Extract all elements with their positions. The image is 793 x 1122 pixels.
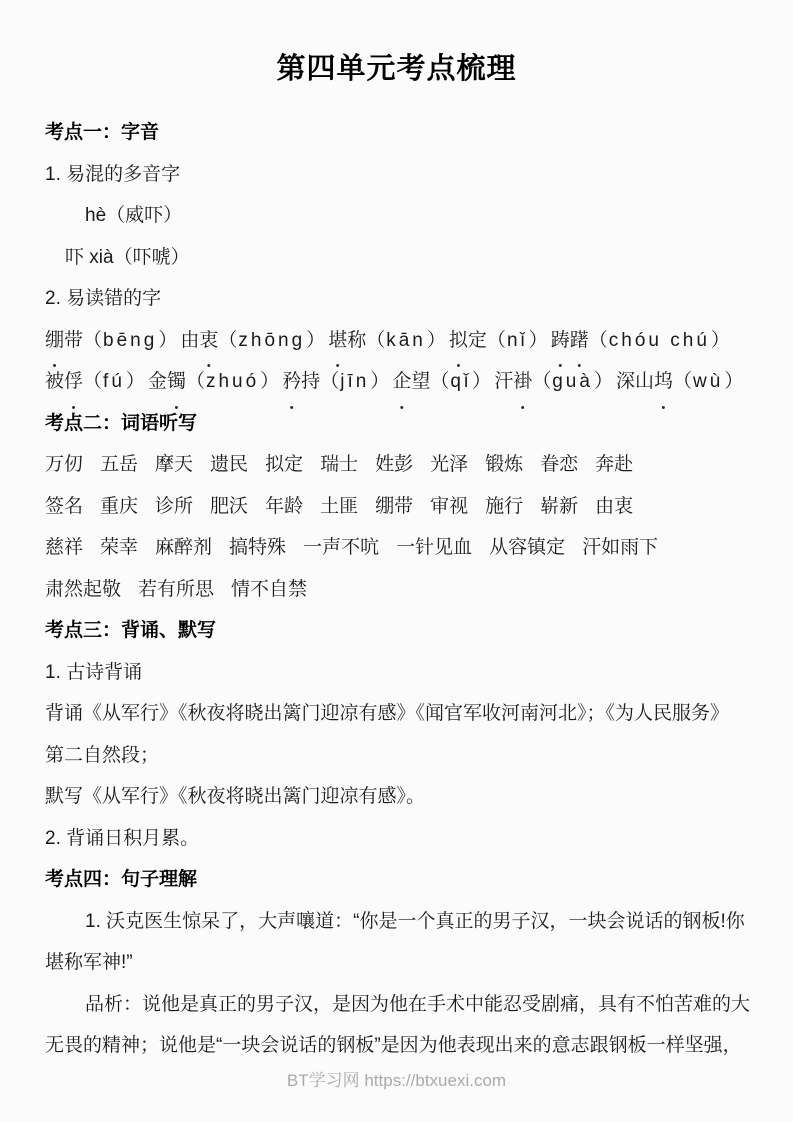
word-item: 万仞 [45, 454, 84, 475]
hanzi-char: 被 [45, 371, 65, 392]
word-item: 荣幸 [100, 537, 139, 558]
pinyin-word: 踌躇（chóu chú） [551, 330, 730, 351]
word-item: 汗如雨下 [582, 537, 659, 558]
hanzi-char: 褂 [513, 371, 533, 392]
word-item: 姓彭 [375, 454, 414, 475]
word-item: 土匪 [320, 495, 359, 517]
pinyin-text: jīn [340, 371, 370, 392]
word-item: 签名 [45, 495, 84, 517]
word-item: 肥沃 [210, 495, 249, 517]
pinyin-text: kān [386, 329, 426, 351]
pinyin-word: 堪称（kān） [328, 330, 446, 351]
pinyin-word: 由衷（zhōng） [180, 330, 325, 351]
pinyin-word: 被俘（fú） [45, 371, 145, 392]
hanzi-char: 山 [634, 371, 654, 392]
section1-heading: 考点一：字音 [45, 122, 160, 143]
word-item: 施行 [485, 495, 524, 517]
word-item: 由衷 [595, 495, 634, 517]
hanzi-char: 踌 [550, 329, 570, 351]
pinyin-word: 企望（qǐ） [392, 371, 491, 392]
word-item: 一针见血 [396, 537, 473, 558]
hanzi-char: 堪 [328, 329, 348, 351]
pinyin-word: 金镯（zhuó） [148, 371, 279, 392]
hanzi-char: 企 [392, 371, 412, 392]
pinyin-line-2 [45, 361, 748, 403]
hanzi-char: 衷 [199, 329, 219, 351]
word-item: 绷带 [375, 495, 414, 517]
section3-item-poems: 1. 古诗背诵 [45, 661, 143, 683]
pinyin-text: zhuó [205, 371, 260, 392]
word-item: 审视 [430, 495, 469, 517]
hanzi-char: 持 [301, 371, 321, 392]
recite-para-line2: 第二自然段； [45, 744, 160, 766]
pinyin-text: wù [693, 371, 724, 392]
page-title: 第四单元考点梳理 [276, 53, 517, 85]
word-row-4 [45, 569, 748, 611]
hanzi-char: 称 [347, 329, 367, 351]
section1-item-misread: 2. 易读错的字 [45, 288, 162, 309]
word-item: 摩天 [155, 454, 194, 475]
watermark-footer: BT学习网 https://btxuexi.com [286, 1070, 507, 1090]
pinyin-word: 拟定（nǐ） [449, 330, 548, 351]
hanzi-char: 定 [467, 329, 487, 351]
hanzi-char: 镯 [166, 371, 186, 392]
word-item: 肃然起敬 [45, 578, 122, 600]
pinyin-text: nǐ [506, 329, 528, 351]
pinyin-text: guà [552, 371, 593, 392]
word-item: 奔赴 [595, 454, 634, 475]
word-item: 一声不吭 [303, 537, 380, 558]
hanzi-char: 望 [411, 371, 431, 392]
pinyin-text: chóu chú [608, 329, 710, 351]
section1-item-multisound: 1. 易混的多音字 [45, 163, 181, 185]
hanzi-char: 坞 [653, 371, 673, 392]
word-item: 从容镇定 [489, 537, 566, 558]
word-item: 崭新 [540, 495, 579, 517]
pinyin-line-1 [45, 320, 748, 362]
word-row-1 [45, 444, 748, 486]
pinyin-text: bēng [103, 329, 158, 351]
pinyin-word: 矜持（jīn） [282, 371, 389, 392]
pinyin-word: 深山坞（wù） [616, 371, 743, 392]
word-item: 年龄 [265, 495, 304, 517]
sentence1-line2: 堪称军神!” [45, 952, 133, 973]
hanzi-char: 躇 [569, 329, 589, 351]
word-item: 五岳 [100, 454, 139, 475]
hanzi-char: 绷 [45, 329, 65, 351]
sentence1-line1: 1. 沃克医生惊呆了，大声嚷道：“你是一个真正的男子汉，一块会说话的钢板!你 [85, 910, 745, 932]
pinyin-text: zhōng [238, 329, 306, 351]
analysis-line2: 无畏的精神；说他是“一块会说话的钢板”是因为他表现出来的意志跟钢板一样坚强， [45, 1035, 742, 1056]
recite-para-line1: 背诵《从军行》《秋夜将晓出篱门迎凉有感》《闻官军收河南河北》；《为人民服务》 [45, 703, 730, 724]
pinyin-word: 汗褂（guà） [494, 371, 613, 392]
word-row-2 [45, 486, 748, 528]
word-item: 锻炼 [485, 454, 524, 475]
hanzi-char: 带 [64, 329, 84, 351]
word-item: 慈祥 [45, 537, 84, 558]
word-item: 瑞士 [320, 454, 359, 475]
reading-xia-line: 吓 xià（吓唬） [65, 246, 190, 268]
dictation-para: 默写《从军行》《秋夜将晓出篱门迎凉有感》。 [45, 786, 426, 807]
hanzi-char: 俘 [64, 371, 84, 392]
hanzi-char: 由 [180, 329, 200, 351]
hanzi-char: 金 [147, 371, 167, 392]
word-item: 重庆 [100, 495, 139, 517]
word-item: 搞特殊 [229, 537, 287, 558]
section4-heading: 考点四：句子理解 [45, 869, 198, 890]
section3-item-accumulation: 2. 背诵日积月累。 [45, 827, 200, 849]
reading-he-line: hè（威吓） [85, 205, 183, 226]
analysis-line1: 品析：说他是真正的男子汉，是因为他在手术中能忍受剧痛，具有不怕苦难的大 [85, 993, 751, 1015]
word-item: 眷恋 [540, 454, 579, 475]
section2-heading: 考点二：词语听写 [45, 412, 198, 434]
word-item: 若有所思 [138, 578, 215, 600]
hanzi-char: 矜 [282, 371, 302, 392]
hanzi-char: 拟 [448, 329, 468, 351]
word-item: 拟定 [265, 454, 304, 475]
word-item: 情不自禁 [231, 578, 308, 600]
word-row-3 [45, 527, 748, 569]
word-item: 麻醉剂 [155, 537, 213, 558]
section3-heading: 考点三：背诵、默写 [45, 620, 217, 641]
hanzi-char: 深 [615, 371, 635, 392]
document-body [45, 112, 751, 1067]
pinyin-text: qǐ [450, 371, 472, 392]
pinyin-text: fú [103, 371, 125, 392]
word-item: 诊所 [155, 495, 194, 517]
word-item: 光泽 [430, 454, 469, 475]
pinyin-word: 绷带（bēng） [45, 330, 177, 351]
word-item: 遗民 [210, 454, 249, 475]
hanzi-char: 汗 [494, 371, 514, 392]
